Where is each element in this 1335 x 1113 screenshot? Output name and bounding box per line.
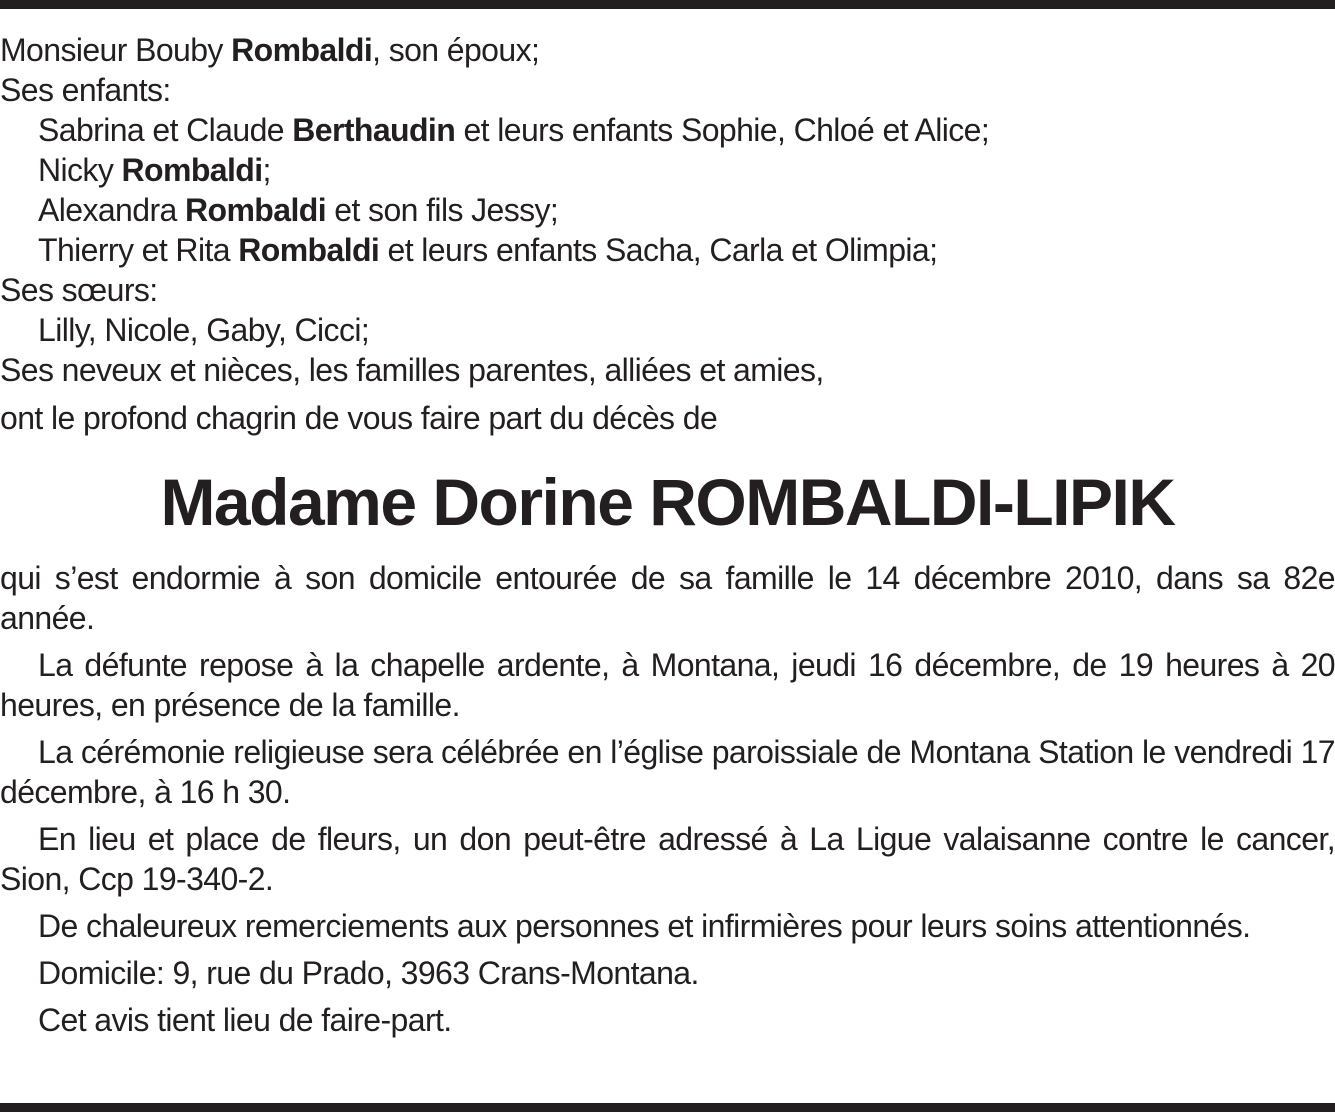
paragraph-ceremony: La cérémonie religieuse sera célébrée en l’église paroissiale de Montana Station le vendredi 17 décembre, à 16 h 30. xyxy=(0,734,1335,810)
spouse-line xyxy=(0,30,1335,70)
child-surname: Rombaldi xyxy=(185,192,326,228)
bottom-rule xyxy=(0,1103,1335,1112)
child-surname: Rombaldi xyxy=(121,152,263,188)
child-prefix: Sabrina et Claude xyxy=(38,112,293,148)
child-suffix: et leurs enfants Sophie, Chloé et Alice; xyxy=(455,112,990,148)
child-line xyxy=(0,190,1335,230)
child-line xyxy=(0,150,1335,190)
others-line: Ses neveux et nièces, les familles parentes, alliées et amies, xyxy=(0,352,824,388)
death-notice xyxy=(0,30,1335,1047)
child-surname: Rombaldi xyxy=(238,232,380,268)
paragraph-address: Domicile: 9, rue du Prado, 3963 Crans-Montana. xyxy=(38,955,699,991)
child-suffix: et leurs enfants Sacha, Carla et Olimpia; xyxy=(379,232,938,268)
spouse-suffix: , son époux; xyxy=(372,32,540,68)
children-heading: Ses enfants: xyxy=(0,72,171,108)
top-rule xyxy=(0,0,1335,9)
paragraph-thanks: De chaleureux remerciements aux personnes et infirmières pour leurs soins attentionnés. xyxy=(38,908,1251,944)
child-surname: Berthaudin xyxy=(292,112,456,148)
paragraph-passing: qui s’est endormie à son domicile entourée de sa famille le 14 décembre 2010, dans sa 82e année. xyxy=(0,560,1335,636)
intro-line: ont le profond chagrin de vous faire part du décès de xyxy=(0,400,718,436)
spouse-prefix: Monsieur Bouby xyxy=(0,32,232,68)
sisters-heading: Ses sœurs: xyxy=(0,272,158,308)
child-prefix: Alexandra xyxy=(38,192,185,228)
sisters-line: Lilly, Nicole, Gaby, Cicci; xyxy=(38,312,370,348)
child-line xyxy=(0,110,1335,150)
paragraph-closing: Cet avis tient lieu de faire-part. xyxy=(38,1002,452,1038)
child-prefix: Thierry et Rita xyxy=(38,232,239,268)
child-suffix: ; xyxy=(262,152,271,188)
deceased-name: Madame Dorine ROMBALDI-LIPIK xyxy=(160,465,1175,539)
child-suffix: et son fils Jessy; xyxy=(325,192,559,228)
spouse-surname: Rombaldi xyxy=(231,32,373,68)
paragraph-donation: En lieu et place de fleurs, un don peut-être adressé à La Ligue valaisanne contre le cancer, Sion, Ccp 19-340-2. xyxy=(0,821,1335,897)
child-line xyxy=(0,230,1335,270)
child-prefix: Nicky xyxy=(38,152,122,188)
paragraph-viewing: La défunte repose à la chapelle ardente, à Montana, jeudi 16 décembre, de 19 heures à 20 heures, en présence de la famille. xyxy=(0,647,1335,723)
